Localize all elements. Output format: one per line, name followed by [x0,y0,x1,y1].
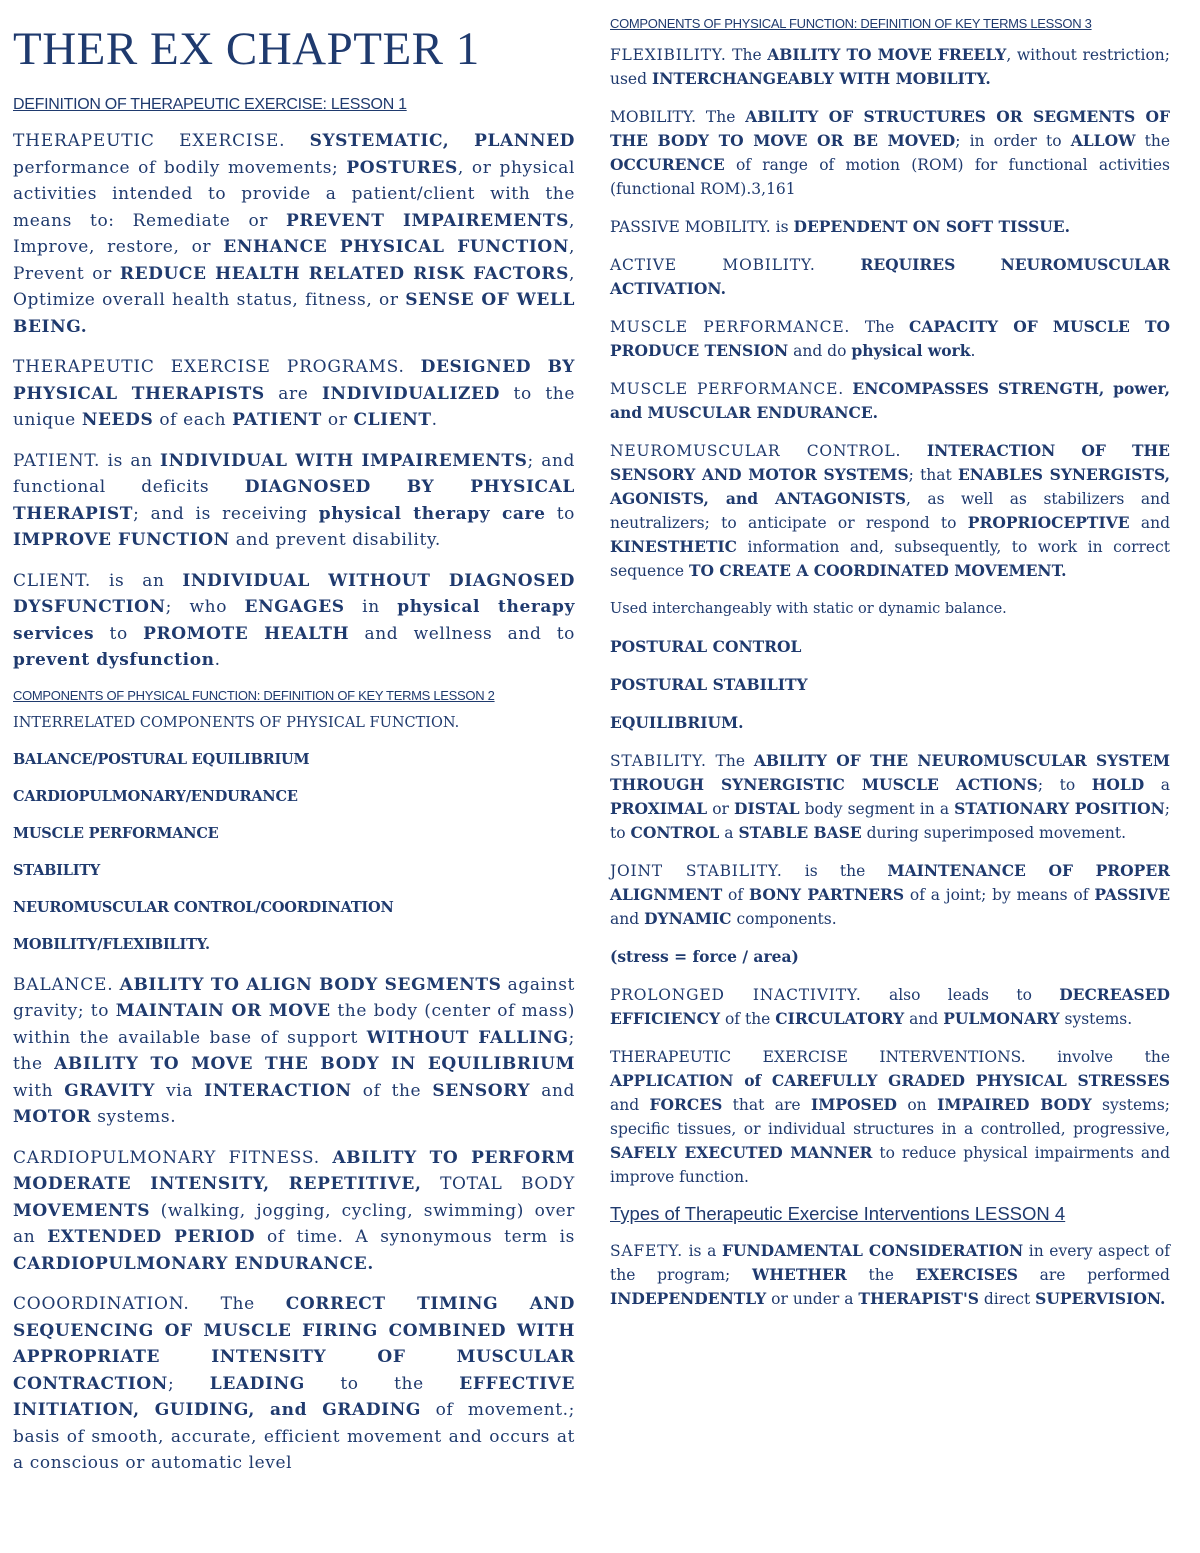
page-title: THER EX CHAPTER 1 [13,23,480,75]
lesson2-heading: COMPONENTS OF PHYSICAL FUNCTION: DEFINITION OF KEY TERMS LESSON 2 [13,687,495,703]
postural-stability: POSTURAL STABILITY [610,675,808,694]
balance-definition: BALANCE. ABILITY TO ALIGN BODY SEGMENTS against gravity; to MAINTAIN OR MOVE the body (center of mass) within the available base of support WITHOUT FALLING; the ABILITY TO MOVE THE BODY IN EQUILIBRIUM with GRAVITY via INTERACTION of the SENSORY and MOTOR systems. [13,974,576,1128]
component-item: MOBILITY/FLEXIBILITY. [13,935,210,953]
patient-definition: PATIENT. is an INDIVIDUAL WITH IMPAIREMENTS; and functional deficits DIAGNOSED BY PHYSICAL THERAPIST; and is receiving physical therapy care to IMPROVE FUNCTION and prevent disability. [13,450,575,551]
muscle-performance-definition-1: MUSCLE PERFORMANCE. The CAPACITY OF MUSCLE TO PRODUCE TENSION and do physical work. [610,317,1170,360]
postural-control: POSTURAL CONTROL [610,637,802,656]
neuromuscular-control-definition: NEUROMUSCULAR CONTROL. INTERACTION OF THE SENSORY AND MOTOR SYSTEMS; that ENABLES SYNERGISTS, AGONISTS, and ANTAGONISTS, as well as stabilizers and neutralizers; to anticipate or respond to PROPRIOCEPTIVE and KINESTHETIC information and, subsequently, to work in correct sequence TO CREATE A COORDINATED MOVEMENT. [610,441,1171,580]
interchange-note: Used interchangeably with static or dynamic balance. [610,601,1007,617]
mobility-definition: MOBILITY. The ABILITY OF STRUCTURES OR SEGMENTS OF THE BODY TO MOVE OR BE MOVED; in order to ALLOW the OCCURENCE of range of motion (ROM) for functional activities (functional ROM).3,161 [610,107,1171,198]
client-definition: CLIENT. is an INDIVIDUAL WITHOUT DIAGNOSED DYSFUNCTION; who ENGAGES in physical therapy services to PROMOTE HEALTH and wellness and to prevent dysfunction. [13,570,576,671]
flexibility-definition: FLEXIBILITY. The ABILITY TO MOVE FREELY, without restriction; used INTERCHANGEABLY WITH MOBILITY. [610,45,1170,88]
lesson1-heading: DEFINITION OF THERAPEUTIC EXERCISE: LESSON 1 [13,96,407,114]
equilibrium: EQUILIBRIUM. [610,713,744,732]
cardiopulmonary-definition: CARDIOPULMONARY FITNESS. ABILITY TO PERFORM MODERATE INTENSITY, REPETITIVE, TOTAL BODY MOVEMENTS (walking, jogging, cycling, swimming) over an EXTENDED PERIOD of time. A synonymous term is CARDIOPULMONARY ENDURANCE. [13,1147,575,1274]
lesson3-heading: COMPONENTS OF PHYSICAL FUNCTION: DEFINITION OF KEY TERMS LESSON 3 [610,16,1092,31]
component-item: MUSCLE PERFORMANCE [13,824,219,842]
safety-definition: SAFETY. is a FUNDAMENTAL CONSIDERATION in every aspect of the program; WHETHER the EXERCISES are performed INDEPENDENTLY or under a THERAPIST'S direct SUPERVISION. [610,1241,1171,1308]
stability-definition: STABILITY. The ABILITY OF THE NEUROMUSCULAR SYSTEM THROUGH SYNERGISTIC MUSCLE ACTIONS; to HOLD a PROXIMAL or DISTAL body segment in a STATIONARY POSITION; to CONTROL a STABLE BASE during superimposed movement. [610,751,1170,842]
component-item: STABILITY [13,861,101,879]
component-item: NEUROMUSCULAR CONTROL/COORDINATION [13,898,394,916]
component-item: BALANCE/POSTURAL EQUILIBRIUM [13,750,310,768]
components-intro: INTERRELATED COMPONENTS OF PHYSICAL FUNCTION. [13,714,460,731]
active-mobility-definition: ACTIVE MOBILITY. REQUIRES NEUROMUSCULAR ACTIVATION. [610,255,1170,298]
interventions-definition: THERAPEUTIC EXERCISE INTERVENTIONS. involve the APPLICATION of CAREFULLY GRADED PHYSICAL STRESSES and FORCES that are IMPOSED on IMPAIRED BODY systems; specific tissues, or individual structures in a controlled, progressive, SAFELY EXECUTED MANNER to reduce physical impairments and improve function. [610,1048,1170,1186]
component-item: CARDIOPULMONARY/ENDURANCE [13,787,298,805]
lesson4-heading: Types of Therapeutic Exercise Interventions LESSON 4 [610,1203,1066,1224]
joint-stability-definition: JOINT STABILITY. is the MAINTENANCE OF PROPER ALIGNMENT of BONY PARTNERS of a joint; by means of PASSIVE and DYNAMIC components. [610,861,1171,928]
passive-mobility-definition: PASSIVE MOBILITY. is DEPENDENT ON SOFT TISSUE. [610,217,1071,236]
stress-formula: (stress = force / area) [610,947,799,966]
programs-definition: THERAPEUTIC EXERCISE PROGRAMS. DESIGNED BY PHYSICAL THERAPISTS are INDIVIDUALIZED to the unique NEEDS of each PATIENT or CLIENT. [13,357,575,431]
left-column [13,0,575,1491]
right-column [610,0,1170,1325]
coordination-definition: COOORDINATION. The CORRECT TIMING AND SEQUENCING OF MUSCLE FIRING COMBINED WITH APPROPRIATE INTENSITY OF MUSCULAR CONTRACTION; LEADING to the EFFECTIVE INITIATION, GUIDING, and GRADING of movement.; basis of smooth, accurate, efficient movement and occurs at a conscious or automatic level [13,1294,575,1474]
muscle-performance-definition-2: MUSCLE PERFORMANCE. ENCOMPASSES STRENGTH, power, and MUSCULAR ENDURANCE. [610,379,1170,422]
therapeutic-exercise-definition: THERAPEUTIC EXERCISE. SYSTEMATIC, PLANNED performance of bodily movements; POSTURES, or physical activities intended to provide a patient/client with the means to: Remediate or PREVENT IMPAIREMENTS, Improve, restore, or ENHANCE PHYSICAL FUNCTION, Prevent or REDUCE HEALTH RELATED RISK FACTORS, Optimize overall health status, fitness, or SENSE OF WELL BEING. [13,131,575,337]
prolonged-inactivity-definition: PROLONGED INACTIVITY. also leads to DECREASED EFFICIENCY of the CIRCULATORY and PULMONARY systems. [610,985,1170,1028]
